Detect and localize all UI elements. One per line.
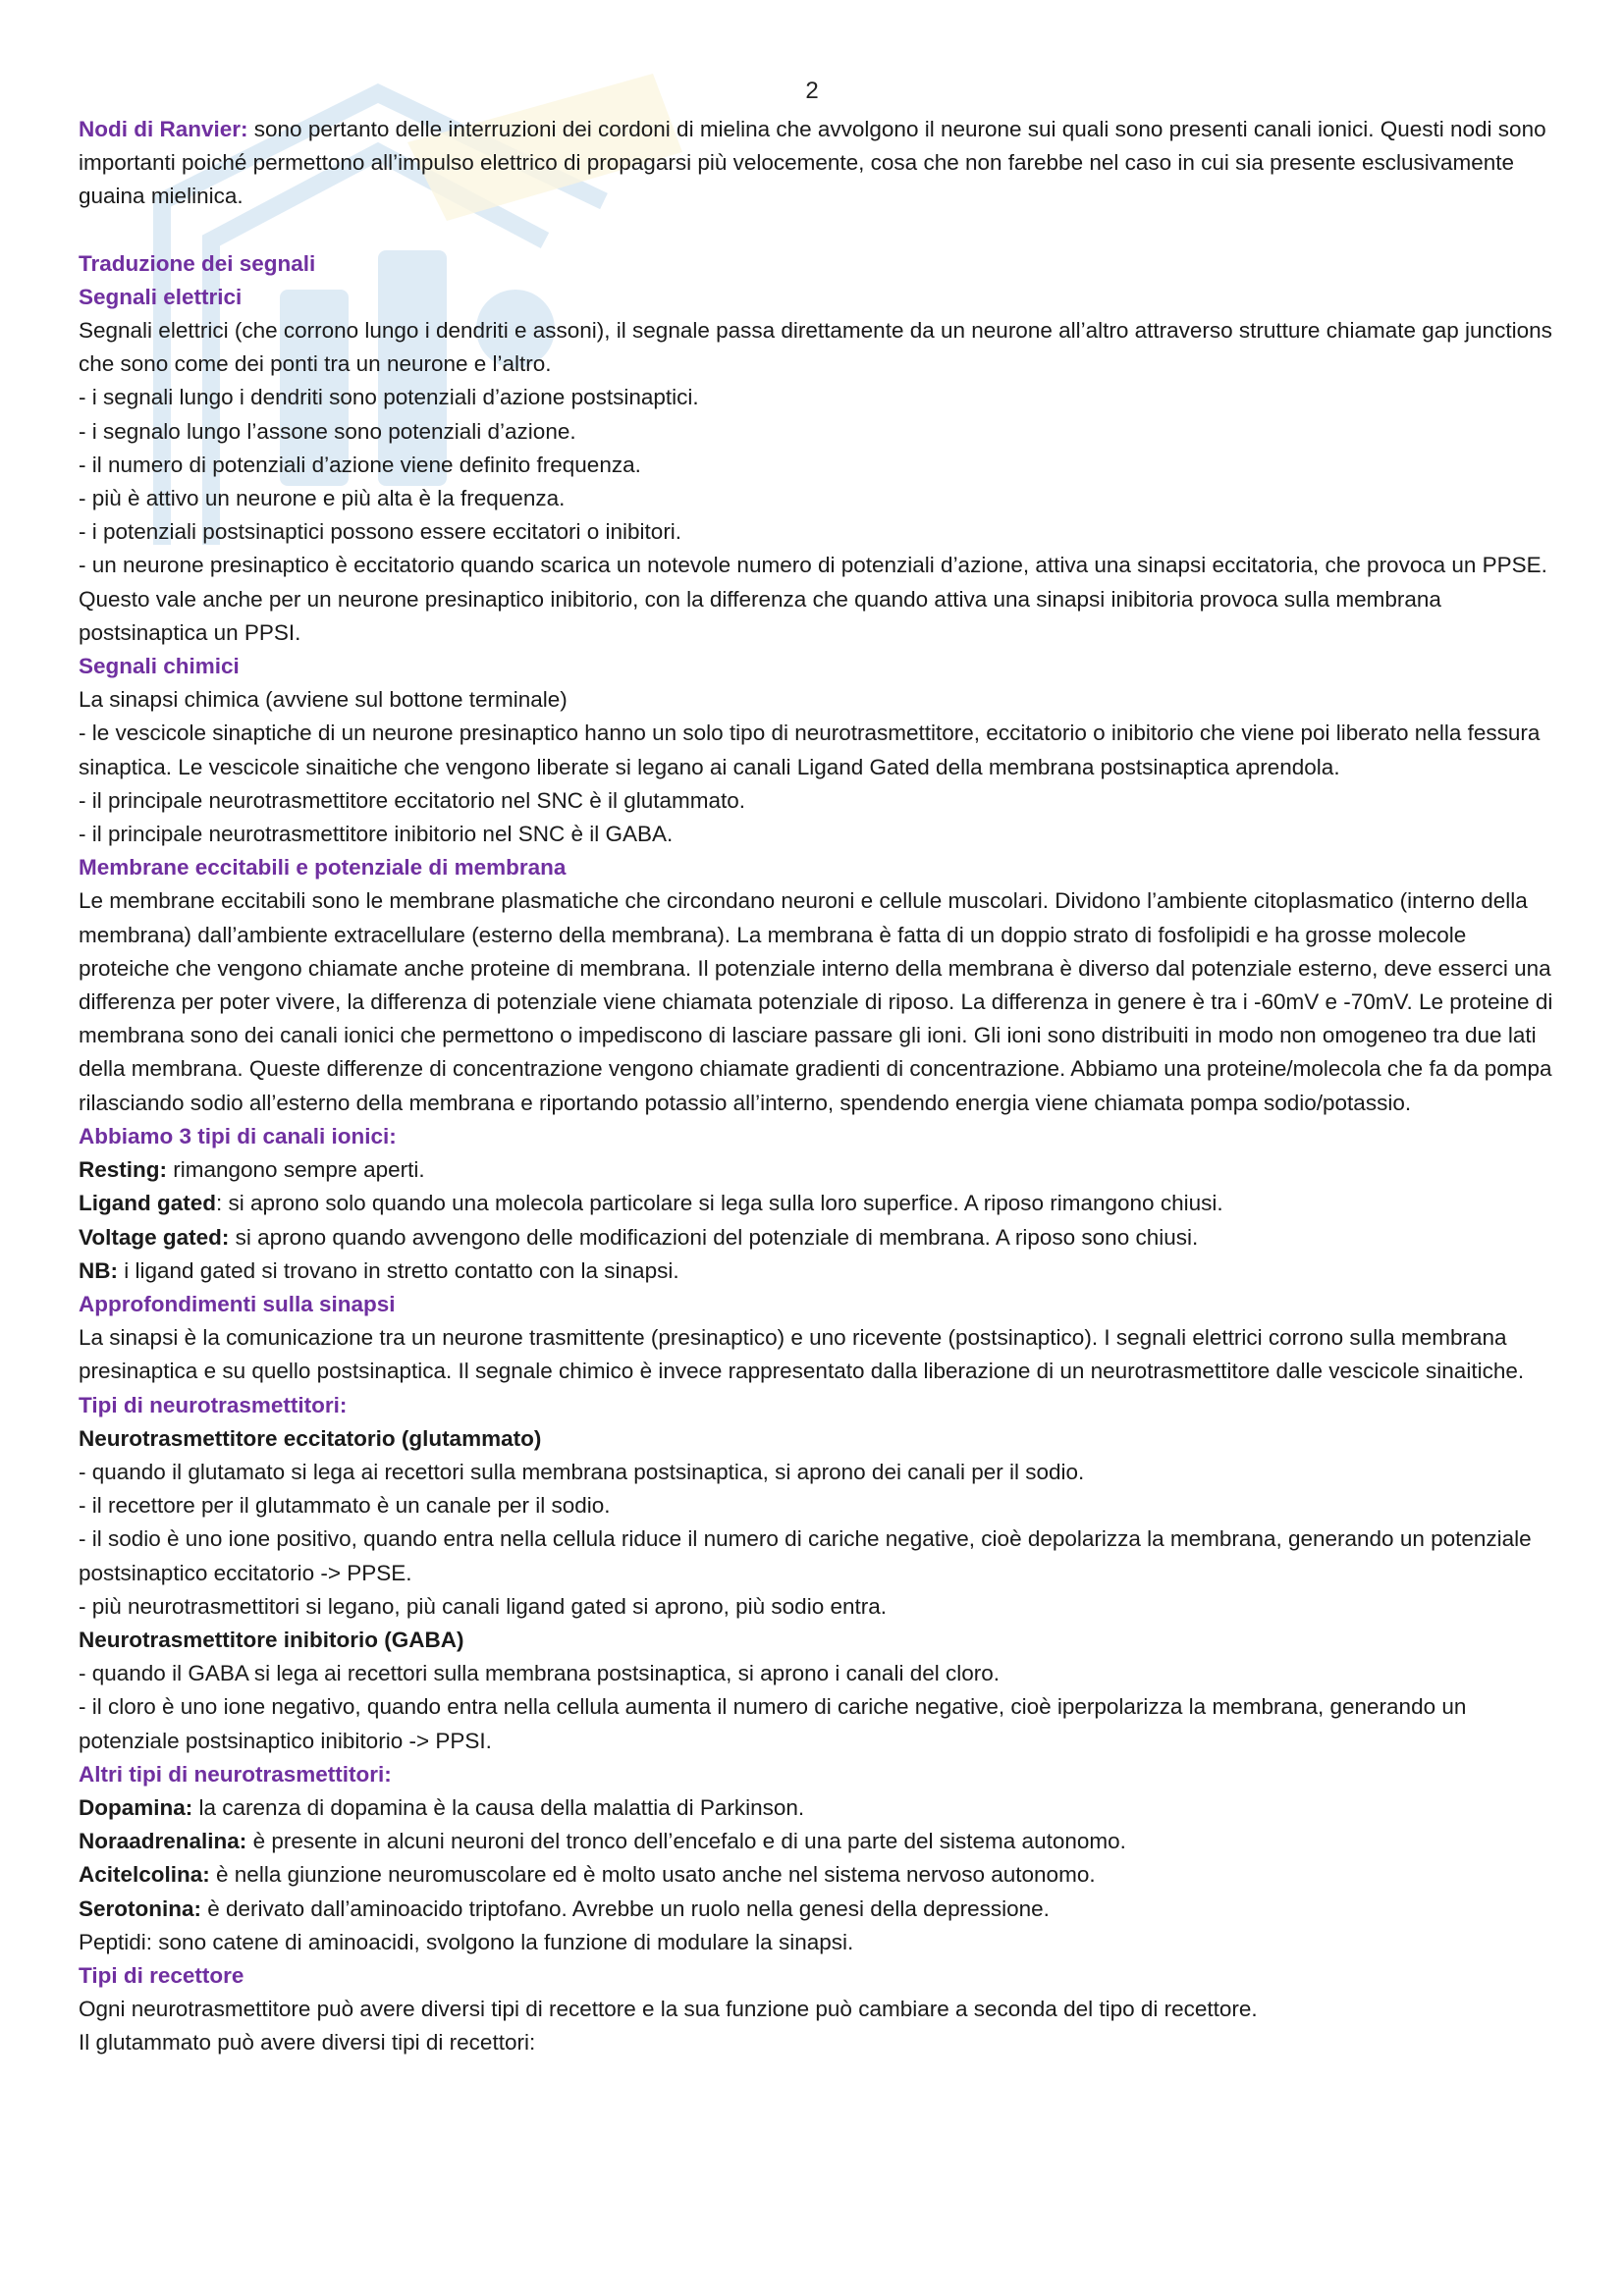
term-text: è derivato dall’aminoacido triptofano. Avrebbe un ruolo nella genesi della depressione. <box>201 1896 1050 1921</box>
list-item <box>79 1187 1561 1220</box>
term-text: : si aprono solo quando una molecola particolare si lega sulla loro superfice. A riposo rimangono chiusi. <box>216 1191 1223 1216</box>
heading-tipi-neurotrasmettitori: Tipi di neurotrasmettitori: <box>79 1392 348 1417</box>
spacer <box>79 214 1561 247</box>
term-label: Noraadrenalina: <box>79 1829 247 1854</box>
paragraph-text: sono pertanto delle interruzioni dei cordoni di mielina che avvolgono il neurone sui quali sono presenti canali ionici. Questi nodi sono importanti poiché permettono all’impulso elettrico di propagarsi più velocemente, cosa che non farebbe nel caso in cui sia presente esclusivamente guaina mielinica. <box>79 117 1546 209</box>
paragraph-nodi-ranvier <box>79 113 1561 214</box>
list-item: Segnali elettrici (che corrono lungo i dendriti e assoni), il segnale passa direttamente da un neurone all’altro attraverso strutture chiamate gap junctions che sono come dei ponti tra un neurone e l’altro. <box>79 318 1552 377</box>
list-item: - più è attivo un neurone e più alta è la frequenza. <box>79 486 566 511</box>
list-item: - un neurone presinaptico è eccitatorio quando scarica un notevole numero di potenziali d’azione, attiva una sinapsi eccitatoria, che provoca un PPSE. Questo vale anche per un neurone presinaptico inibitorio, con la differenza che quando attiva una sinapsi inibitoria provoca sulla membrana postsinaptica un PPSI. <box>79 553 1547 645</box>
heading-membrane-eccitabili: Membrane eccitabili e potenziale di membrana <box>79 855 567 881</box>
list-item: - i potenziali postsinaptici possono essere eccitatori o inibitori. <box>79 519 682 545</box>
list-item: - quando il GABA si lega ai recettori sulla membrana postsinaptica, si aprono i canali del cloro. <box>79 1661 1000 1686</box>
list-item: - i segnali lungo i dendriti sono potenziali d’azione postsinaptici. <box>79 385 699 410</box>
list-item <box>79 1255 1561 1288</box>
list-item: - il principale neurotrasmettitore inibitorio nel SNC è il GABA. <box>79 822 674 847</box>
subheading-inibitorio: Neurotrasmettitore inibitorio (GABA) <box>79 1627 464 1652</box>
heading-segnali-elettrici: Segnali elettrici <box>79 284 243 309</box>
term-label: Voltage gated: <box>79 1224 230 1250</box>
list-item <box>79 1791 1561 1825</box>
term-text: rimangono sempre aperti. <box>167 1157 425 1183</box>
term-label: Resting: <box>79 1157 167 1183</box>
heading-approfondimenti-sinapsi: Approfondimenti sulla sinapsi <box>79 1291 396 1316</box>
list-item: Ogni neurotrasmettitore può avere diversi tipi di recettore e la sua funzione può cambiare a seconda del tipo di recettore. <box>79 1997 1258 2022</box>
list-item: - più neurotrasmettitori si legano, più canali ligand gated si aprono, più sodio entra. <box>79 1593 887 1619</box>
page-number: 2 <box>805 78 819 104</box>
list-item: - il principale neurotrasmettitore eccitatorio nel SNC è il glutammato. <box>79 787 746 813</box>
list-item <box>79 1858 1561 1892</box>
list-item: - il recettore per il glutammato è un canale per il sodio. <box>79 1493 611 1519</box>
heading-traduzione-segnali: Traduzione dei segnali <box>79 250 316 276</box>
term-label: Dopamina: <box>79 1794 193 1820</box>
term-label: NB: <box>79 1257 118 1283</box>
subheading-eccitatorio: Neurotrasmettitore eccitatorio (glutammato) <box>79 1425 542 1451</box>
term-text: è nella giunzione neuromuscolare ed è molto usato anche nel sistema nervoso autonomo. <box>209 1862 1096 1888</box>
list-item: - il sodio è uno ione positivo, quando entra nella cellula riduce il numero di cariche negative, cioè depolarizza la membrana, generando un potenziale postsinaptico eccitatorio -> PPSE. <box>79 1526 1532 1585</box>
list-item-peptidi: Peptidi: sono catene di aminoacidi, svolgono la funzione di modulare la sinapsi. <box>79 1929 854 1954</box>
list-item: - le vescicole sinaptiche di un neurone presinaptico hanno un solo tipo di neurotrasmettitore, eccitatorio o inibitorio che viene poi liberato nella fessura sinaptica. Le vescicole sinaitiche che vengono liberate si legano ai canali Ligand Gated della membrana postsinaptica aprendola. <box>79 721 1541 779</box>
document-body <box>79 113 1561 2060</box>
term-text: è presente in alcuni neuroni del tronco dell’encefalo e di una parte del sistema autonomo. <box>246 1829 1126 1854</box>
heading-canali-ionici: Abbiamo 3 tipi di canali ionici: <box>79 1123 397 1148</box>
list-item <box>79 1893 1561 1926</box>
term-text: i ligand gated si trovano in stretto contatto con la sinapsi. <box>118 1257 679 1283</box>
term-label: Ligand gated <box>79 1191 216 1216</box>
heading-altri-neurotrasmettitori: Altri tipi di neurotrasmettitori: <box>79 1761 392 1787</box>
heading-tipi-recettore: Tipi di recettore <box>79 1962 244 1988</box>
paragraph-approfondimenti: La sinapsi è la comunicazione tra un neurone trasmittente (presinaptico) e uno ricevente (postsinaptico). I segnali elettrici corrono sulla membrana presinaptica e su quello postsinaptica. Il segnale chimico è invece rappresentato dalla liberazione di un neurotrasmettitore dalle vescicole sinaitiche. <box>79 1325 1525 1384</box>
list-item: La sinapsi chimica (avviene sul bottone terminale) <box>79 687 568 713</box>
term-text: la carenza di dopamina è la causa della malattia di Parkinson. <box>192 1794 805 1820</box>
list-item: Il glutammato può avere diversi tipi di recettori: <box>79 2030 536 2056</box>
list-item: - quando il glutamato si lega ai recettori sulla membrana postsinaptica, si aprono dei canali per il sodio. <box>79 1459 1085 1484</box>
list-item: - il cloro è uno ione negativo, quando entra nella cellula aumenta il numero di cariche negative, cioè iperpolarizza la membrana, generando un potenziale postsinaptico inibitorio -> PPSI. <box>79 1694 1467 1753</box>
list-item <box>79 1153 1561 1187</box>
list-item <box>79 1221 1561 1255</box>
heading-segnali-chimici: Segnali chimici <box>79 654 240 679</box>
list-item <box>79 1825 1561 1858</box>
term-label: Acitelcolina: <box>79 1862 210 1888</box>
term-nodi-ranvier: Nodi di Ranvier: <box>79 117 248 141</box>
term-label: Serotonina: <box>79 1896 202 1921</box>
list-item: - i segnalo lungo l’assone sono potenziali d’azione. <box>79 418 576 444</box>
list-item: - il numero di potenziali d’azione viene definito frequenza. <box>79 452 641 477</box>
term-text: si aprono quando avvengono delle modificazioni del potenziale di membrana. A riposo sono chiusi. <box>229 1224 1199 1250</box>
paragraph-membrane: Le membrane eccitabili sono le membrane plasmatiche che circondano neuroni e cellule muscolari. Dividono l’ambiente citoplasmatico (interno della membrana) dall’ambiente extracellulare (esterno della membrana). La membrana è fatta di un doppio strato di fosfolipidi e ha grosse molecole proteiche che vengono chiamate anche proteine di membrana. Il potenziale interno della membrana è diverso dal potenziale esterno, deve esserci una differenza per poter vivere, la differenza di potenziale viene chiamata potenziale di riposo. La differenza in genere è tra i -60mV e -70mV. Le proteine di membrana sono dei canali ionici che permettono o impediscono di lasciare passare gli ioni. Gli ioni sono distribuiti in modo non omogeneo tra due lati della membrana. Queste differenze di concentrazione vengono chiamate gradienti di concentrazione. Abbiamo una proteine/molecola che fa da pompa rilasciando sodio all’esterno della membrana e riportando potassio all’interno, spendendo energia viene chiamata pompa sodio/potassio. <box>79 888 1553 1115</box>
